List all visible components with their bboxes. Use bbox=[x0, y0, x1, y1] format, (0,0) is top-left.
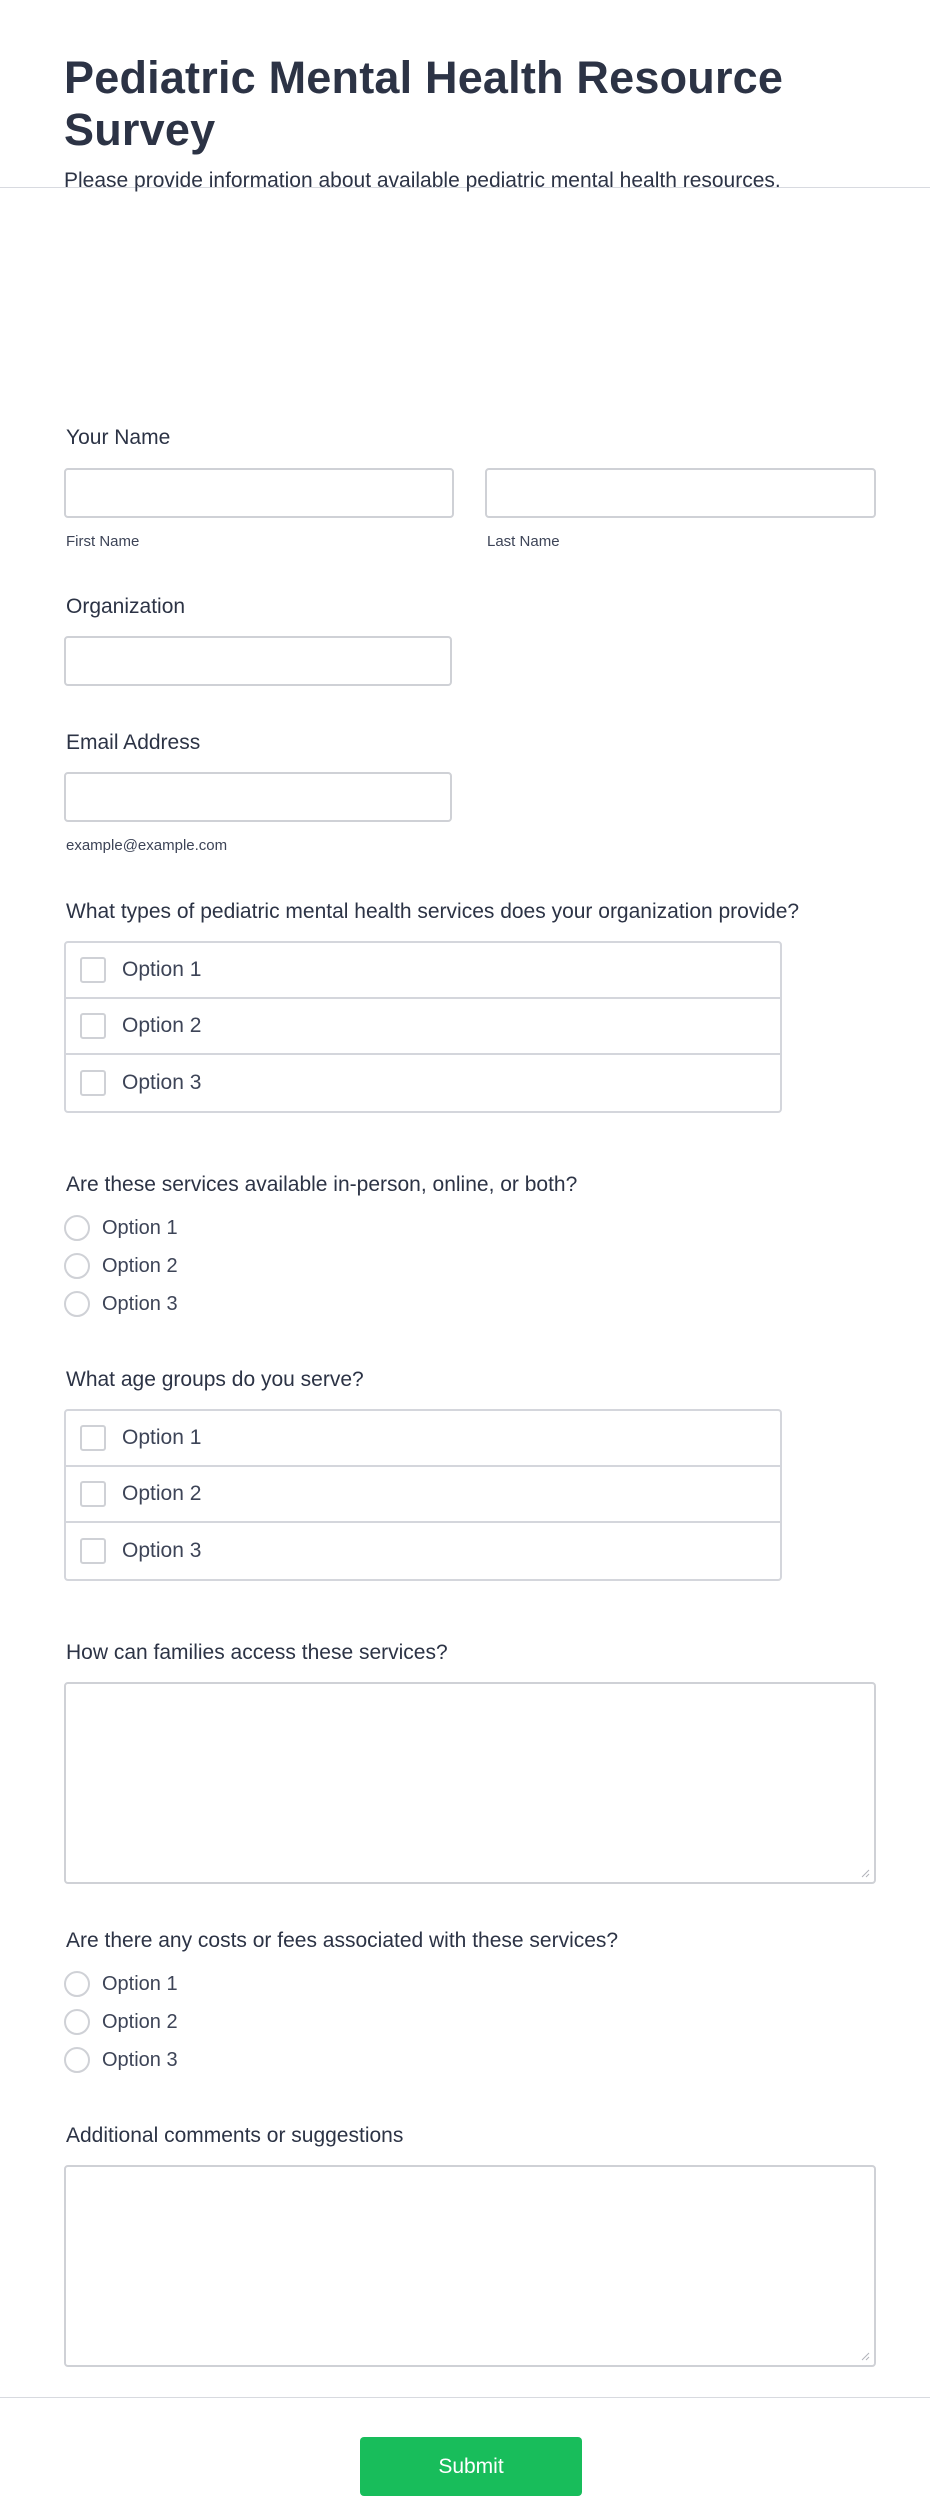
services-option-1[interactable] bbox=[66, 943, 780, 999]
comments-textarea[interactable] bbox=[64, 2165, 876, 2367]
availability-option-2[interactable] bbox=[64, 1252, 178, 1280]
option-label: Option 2 bbox=[102, 1254, 178, 1277]
checkbox[interactable] bbox=[80, 1481, 106, 1507]
checkbox[interactable] bbox=[80, 1425, 106, 1451]
age-groups-label: What age groups do you serve? bbox=[66, 1368, 364, 1391]
option-label: Option 1 bbox=[102, 1972, 178, 1995]
email-sublabel: example@example.com bbox=[66, 837, 228, 854]
organization-input[interactable] bbox=[64, 636, 452, 686]
age-groups-option-2[interactable] bbox=[66, 1467, 780, 1523]
checkbox[interactable] bbox=[80, 1013, 106, 1039]
email-label: Email Address bbox=[66, 731, 201, 754]
radio-button[interactable] bbox=[64, 1215, 90, 1241]
checkbox[interactable] bbox=[80, 957, 106, 983]
radio-button[interactable] bbox=[64, 1253, 90, 1279]
radio-button[interactable] bbox=[64, 2009, 90, 2035]
option-label: Option 3 bbox=[122, 1071, 202, 1094]
first-name-sublabel: First Name bbox=[66, 533, 140, 550]
form-header bbox=[0, 0, 930, 192]
access-label: How can families access these services? bbox=[66, 1641, 448, 1664]
checkbox[interactable] bbox=[80, 1070, 106, 1096]
comments-label: Additional comments or suggestions bbox=[66, 2124, 404, 2147]
availability-option-3[interactable] bbox=[64, 1290, 178, 1318]
access-textarea[interactable] bbox=[64, 1682, 876, 1884]
services-option-3[interactable] bbox=[66, 1055, 780, 1111]
option-label: Option 3 bbox=[122, 1539, 202, 1562]
option-label: Option 1 bbox=[122, 1426, 202, 1449]
option-label: Option 3 bbox=[102, 2048, 178, 2071]
organization-label: Organization bbox=[66, 595, 186, 618]
name-label: Your Name bbox=[66, 426, 171, 449]
option-label: Option 2 bbox=[122, 1482, 202, 1505]
page-title: Pediatric Mental Health Resource Survey bbox=[64, 52, 784, 155]
costs-option-2[interactable] bbox=[64, 2008, 178, 2036]
resize-handle-icon[interactable] bbox=[861, 2352, 870, 2361]
email-input[interactable] bbox=[64, 772, 452, 822]
last-name-input[interactable] bbox=[485, 468, 876, 518]
option-label: Option 2 bbox=[122, 1014, 202, 1037]
checkbox[interactable] bbox=[80, 1538, 106, 1564]
costs-option-1[interactable] bbox=[64, 1970, 178, 1998]
page-subtitle: Please provide information about available pediatric mental health resources. bbox=[64, 169, 781, 192]
last-name-sublabel: Last Name bbox=[487, 533, 560, 550]
option-label: Option 2 bbox=[102, 2010, 178, 2033]
age-groups-checkbox-group bbox=[64, 1409, 782, 1581]
services-label: What types of pediatric mental health services does your organization provide? bbox=[66, 900, 800, 923]
option-label: Option 1 bbox=[102, 1216, 178, 1239]
radio-button[interactable] bbox=[64, 1291, 90, 1317]
first-name-input[interactable] bbox=[64, 468, 454, 518]
radio-button[interactable] bbox=[64, 2047, 90, 2073]
age-groups-option-3[interactable] bbox=[66, 1523, 780, 1579]
age-groups-option-1[interactable] bbox=[66, 1411, 780, 1467]
availability-option-1[interactable] bbox=[64, 1214, 178, 1242]
submit-button[interactable]: Submit bbox=[360, 2437, 582, 2496]
services-checkbox-group bbox=[64, 941, 782, 1113]
availability-label: Are these services available in-person, online, or both? bbox=[66, 1173, 578, 1196]
costs-option-3[interactable] bbox=[64, 2046, 178, 2074]
costs-label: Are there any costs or fees associated with these services? bbox=[66, 1929, 619, 1952]
option-label: Option 3 bbox=[102, 1292, 178, 1315]
resize-handle-icon[interactable] bbox=[861, 1869, 870, 1878]
footer-divider bbox=[0, 2397, 930, 2398]
radio-button[interactable] bbox=[64, 1971, 90, 1997]
services-option-2[interactable] bbox=[66, 999, 780, 1055]
option-label: Option 1 bbox=[122, 958, 202, 981]
